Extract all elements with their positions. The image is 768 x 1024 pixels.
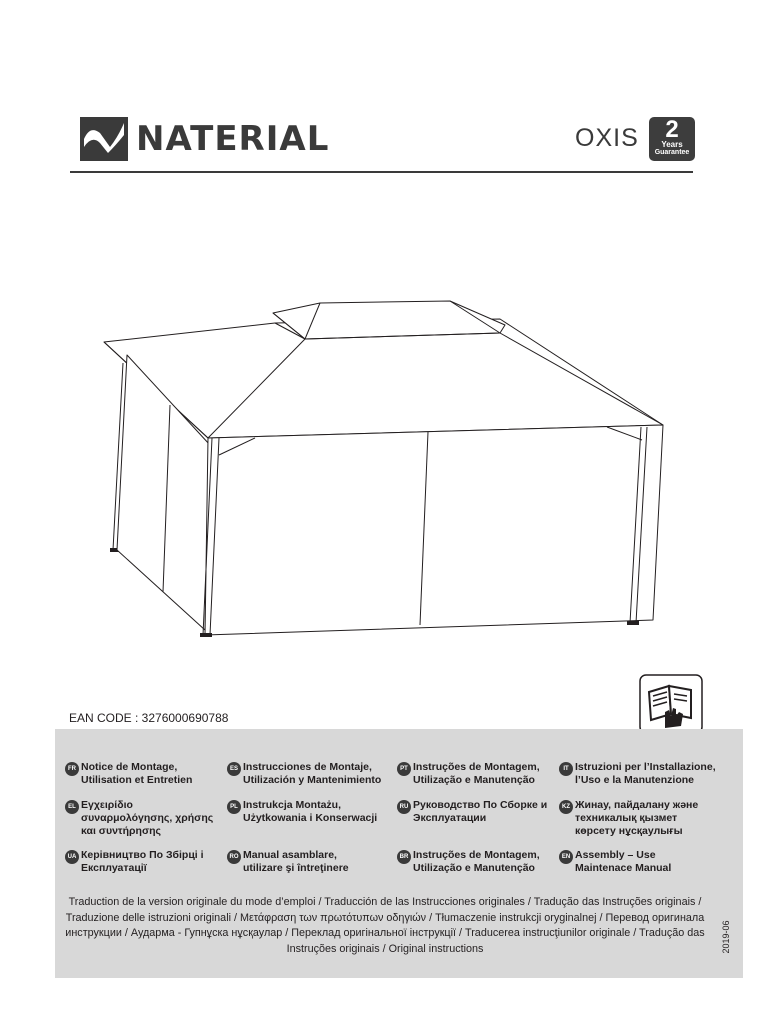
translation-note: Traduction de la version originale du mode d’emploi / Traducción de las Instrucciones originales / Tradução das Instruções originais / Traduzione delle istruzioni originali / Μετάφραση των πρωτότυπων οδηγιών / Tłumaczenie instrukcji oryginalnej / Перевод оригинала инструкции / Аударма - Гупнұска нұсқаулар / Переклад оригінальної інструкції / Traducerea instrucţiunilor originale / Tradução das Instruções originais / Original instructions: [65, 896, 705, 955]
brand-name: NATERIAL: [136, 119, 330, 159]
model-name: OXIS: [575, 124, 639, 152]
language-badge: PL: [227, 800, 241, 814]
language-badge: IT: [559, 762, 573, 776]
gazebo-illustration: [95, 295, 675, 645]
language-badge: EL: [65, 800, 79, 814]
read-manual-icon: [639, 674, 703, 734]
language-entry-el: [65, 799, 231, 838]
language-entry-es: [227, 761, 393, 787]
header-divider: [70, 171, 693, 173]
language-title: Notice de Montage, Utilisation et Entretien: [81, 761, 193, 786]
language-title: Жинау, пайдалану және техникалық қызмет көрсету нұсқаулығы: [575, 799, 699, 837]
language-entry-en: [559, 849, 725, 875]
warranty-number: 2: [665, 116, 679, 143]
language-title: Instrucciones de Montaje, Utilización y Mantenimiento: [243, 761, 382, 786]
brand-logo-mark-icon: [80, 117, 128, 161]
language-title: Assembly – Use Maintenace Manual: [575, 849, 672, 874]
language-title: Керівництво По Збірці і Експлуатації: [81, 849, 204, 874]
language-title: Instruções de Montagem, Utilização e Manutenção: [413, 761, 540, 786]
language-badge: UA: [65, 850, 79, 864]
language-entry-it: [559, 761, 725, 787]
language-badge: KZ: [559, 800, 573, 814]
language-title: Instruções de Montagem, Utilização e Manutenção: [413, 849, 540, 874]
language-entry-br: [397, 849, 563, 875]
language-badge: RO: [227, 850, 241, 864]
brand-logo: [80, 116, 329, 162]
language-title: Εγχειρίδιο συναρμολόγησης, χρήσης και συντήρησης: [81, 799, 214, 837]
language-entry-fr: [65, 761, 231, 787]
language-entry-ru: [397, 799, 563, 825]
language-title: Manual asamblare, utilizare şi întreţinere: [243, 849, 349, 874]
language-entry-kz: [559, 799, 725, 838]
language-badge: RU: [397, 800, 411, 814]
language-badge: ES: [227, 762, 241, 776]
ean-code: EAN CODE : 3276000690788: [69, 711, 229, 725]
warranty-years-label: Years: [661, 140, 683, 149]
date-code: 2019-06: [721, 920, 731, 954]
warranty-guarantee-label: Guarantee: [654, 149, 690, 156]
language-entry-pt: [397, 761, 563, 787]
language-title: Istruzioni per l’Installazione, l’Uso e la Manutenzione: [575, 761, 716, 786]
language-badge: PT: [397, 762, 411, 776]
language-badge: FR: [65, 762, 79, 776]
language-badge: EN: [559, 850, 573, 864]
language-title: Instrukcja Montażu, Użytkowania i Konserwacji: [243, 799, 378, 824]
language-title: Руководство По Сборке и Эксплуатации: [413, 799, 548, 824]
language-entry-ua: [65, 849, 231, 875]
language-badge: BR: [397, 850, 411, 864]
language-panel: [55, 729, 743, 978]
language-entry-pl: [227, 799, 393, 825]
warranty-badge: [649, 117, 695, 161]
language-entry-ro: [227, 849, 393, 875]
